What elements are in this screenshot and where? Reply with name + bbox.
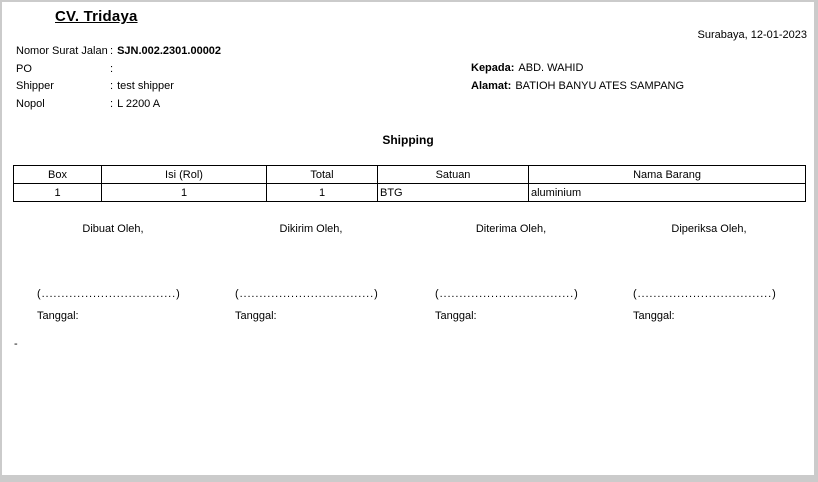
footer-dash: - [14,338,18,350]
cell-nama-barang: aluminium [529,184,806,202]
signature-title: Diterima Oleh, [475,223,547,235]
signature-date-label: Tanggal: [633,310,675,322]
info-value-cell [110,43,221,61]
signature-title: Dibuat Oleh, [82,223,144,235]
info-row-shipper [16,78,221,96]
info-row-nomor-surat-jalan [16,43,221,61]
company-name: CV. Tridaya [55,8,138,25]
info-row-nopol [16,96,221,114]
section-title-shipping: Shipping [382,133,434,147]
column-header-satuan: Satuan [378,166,529,184]
info-value-cell [110,78,221,96]
signature-block-dibuat [37,223,189,325]
recipient-block [471,60,684,95]
signature-date-label: Tanggal: [37,310,79,322]
info-separator: : [110,80,114,92]
info-separator: : [110,62,114,75]
info-row-po [16,61,221,79]
cell-isi-rol: 1 [102,184,267,202]
shipment-info-block [16,43,221,113]
signature-block-dikirim [235,223,387,325]
alamat-label: Alamat: [471,79,512,92]
recipient-name-row [471,60,684,78]
signature-dotted-line: (..................................) [235,288,379,300]
signature-title: Dikirim Oleh, [279,223,343,235]
info-label: Nopol [16,97,45,110]
signature-dotted-line: (..................................) [37,288,181,300]
column-header-isi-rol: Isi (Rol) [102,166,267,184]
kepada-value: ABD. WAHID [518,62,584,74]
alamat-value: BATIOH BANYU ATES SAMPANG [515,79,685,92]
signature-title: Diperiksa Oleh, [671,223,747,235]
info-value-cell [110,96,221,114]
column-header-nama-barang: Nama Barang [529,166,806,184]
column-header-total: Total [267,166,378,184]
cell-satuan: BTG [378,184,529,202]
kepada-label: Kepada: [471,62,515,74]
city-date: Surabaya, 12-01-2023 [697,29,807,41]
info-label: Nomor Surat Jalan [16,45,108,57]
info-value-cell [110,61,221,79]
info-label: PO [16,62,32,75]
signature-block-diterima [435,223,587,325]
signature-dotted-line: (..................................) [633,288,777,300]
info-separator: : [110,97,114,110]
cell-box: 1 [14,184,102,202]
surat-jalan-number: SJN.002.2301.00002 [117,45,222,57]
shipping-items-table [13,165,806,202]
signature-dotted-line: (..................................) [435,288,579,300]
vehicle-plate: L 2200 A [117,97,161,110]
table-header-row [14,166,806,184]
signature-block-diperiksa [633,223,785,325]
cell-total: 1 [267,184,378,202]
column-header-box: Box [14,166,102,184]
signature-date-label: Tanggal: [235,310,277,322]
info-label: Shipper [16,80,54,92]
table-row [14,184,806,202]
shipper-name: test shipper [117,80,174,92]
recipient-address-row [471,78,684,96]
info-separator: : [110,45,114,57]
signature-date-label: Tanggal: [435,310,477,322]
